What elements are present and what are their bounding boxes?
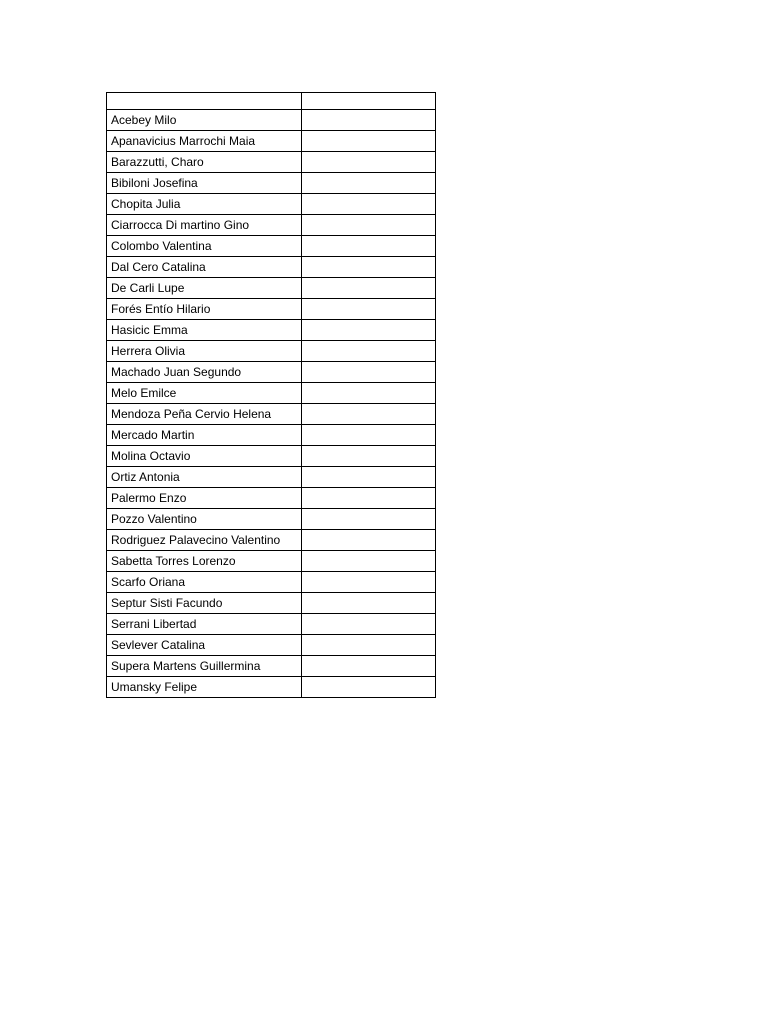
table-row bbox=[107, 677, 436, 698]
table-row bbox=[107, 278, 436, 299]
student-name-cell: Rodriguez Palavecino Valentino bbox=[107, 530, 302, 551]
table-row bbox=[107, 320, 436, 341]
mark-cell bbox=[302, 530, 436, 551]
student-name-cell: Machado Juan Segundo bbox=[107, 362, 302, 383]
mark-cell bbox=[302, 110, 436, 131]
table-body bbox=[107, 93, 436, 698]
student-name-cell: Septur Sisti Facundo bbox=[107, 593, 302, 614]
student-name-cell: Bibiloni Josefina bbox=[107, 173, 302, 194]
table-row bbox=[107, 467, 436, 488]
table-row bbox=[107, 404, 436, 425]
mark-cell bbox=[302, 299, 436, 320]
table-row bbox=[107, 551, 436, 572]
mark-cell bbox=[302, 572, 436, 593]
mark-cell bbox=[302, 215, 436, 236]
student-name-cell: Melo Emilce bbox=[107, 383, 302, 404]
header-row bbox=[107, 93, 436, 110]
mark-cell bbox=[302, 131, 436, 152]
mark-cell bbox=[302, 383, 436, 404]
table-row bbox=[107, 173, 436, 194]
table-row bbox=[107, 383, 436, 404]
student-name-cell: Scarfo Oriana bbox=[107, 572, 302, 593]
student-name-cell: Supera Martens Guillermina bbox=[107, 656, 302, 677]
table-row bbox=[107, 236, 436, 257]
mark-cell bbox=[302, 509, 436, 530]
mark-cell bbox=[302, 173, 436, 194]
table-row bbox=[107, 194, 436, 215]
mark-cell bbox=[302, 677, 436, 698]
mark-cell bbox=[302, 404, 436, 425]
table-row bbox=[107, 488, 436, 509]
table-row bbox=[107, 131, 436, 152]
student-name-cell: Herrera Olivia bbox=[107, 341, 302, 362]
mark-cell bbox=[302, 320, 436, 341]
table-row bbox=[107, 656, 436, 677]
student-name-cell: Serrani Libertad bbox=[107, 614, 302, 635]
mark-cell bbox=[302, 488, 436, 509]
student-name-cell: Apanavicius Marrochi Maia bbox=[107, 131, 302, 152]
student-name-cell: Hasicic Emma bbox=[107, 320, 302, 341]
mark-cell bbox=[302, 194, 436, 215]
table-row bbox=[107, 257, 436, 278]
table-row bbox=[107, 299, 436, 320]
mark-cell bbox=[302, 152, 436, 173]
table-row bbox=[107, 215, 436, 236]
student-name-cell: Acebey Milo bbox=[107, 110, 302, 131]
table-row bbox=[107, 614, 436, 635]
mark-cell bbox=[302, 446, 436, 467]
table-row bbox=[107, 593, 436, 614]
mark-cell bbox=[302, 551, 436, 572]
mark-cell bbox=[302, 425, 436, 446]
student-name-cell: Umansky Felipe bbox=[107, 677, 302, 698]
mark-cell bbox=[302, 635, 436, 656]
student-name-cell: Mendoza Peña Cervio Helena bbox=[107, 404, 302, 425]
header-cell-name bbox=[107, 93, 302, 110]
header-cell-mark bbox=[302, 93, 436, 110]
mark-cell bbox=[302, 236, 436, 257]
mark-cell bbox=[302, 467, 436, 488]
student-list-table bbox=[106, 92, 436, 698]
student-name-cell: Sabetta Torres Lorenzo bbox=[107, 551, 302, 572]
mark-cell bbox=[302, 362, 436, 383]
mark-cell bbox=[302, 257, 436, 278]
mark-cell bbox=[302, 614, 436, 635]
table-row bbox=[107, 572, 436, 593]
mark-cell bbox=[302, 341, 436, 362]
student-name-cell: De Carli Lupe bbox=[107, 278, 302, 299]
table-row bbox=[107, 341, 436, 362]
mark-cell bbox=[302, 278, 436, 299]
student-name-cell: Dal Cero Catalina bbox=[107, 257, 302, 278]
table-row bbox=[107, 152, 436, 173]
student-name-cell: Pozzo Valentino bbox=[107, 509, 302, 530]
student-name-cell: Chopita Julia bbox=[107, 194, 302, 215]
student-name-cell: Forés Entío Hilario bbox=[107, 299, 302, 320]
student-name-cell: Palermo Enzo bbox=[107, 488, 302, 509]
student-name-cell: Ciarrocca Di martino Gino bbox=[107, 215, 302, 236]
table-row bbox=[107, 446, 436, 467]
table-row bbox=[107, 110, 436, 131]
student-name-cell: Colombo Valentina bbox=[107, 236, 302, 257]
table-row bbox=[107, 509, 436, 530]
student-name-cell: Sevlever Catalina bbox=[107, 635, 302, 656]
mark-cell bbox=[302, 593, 436, 614]
student-name-cell: Barazzutti, Charo bbox=[107, 152, 302, 173]
student-name-cell: Mercado Martin bbox=[107, 425, 302, 446]
table-row bbox=[107, 530, 436, 551]
table-row bbox=[107, 635, 436, 656]
table-row bbox=[107, 425, 436, 446]
table-row bbox=[107, 362, 436, 383]
student-name-cell: Ortiz Antonia bbox=[107, 467, 302, 488]
mark-cell bbox=[302, 656, 436, 677]
student-name-cell: Molina Octavio bbox=[107, 446, 302, 467]
